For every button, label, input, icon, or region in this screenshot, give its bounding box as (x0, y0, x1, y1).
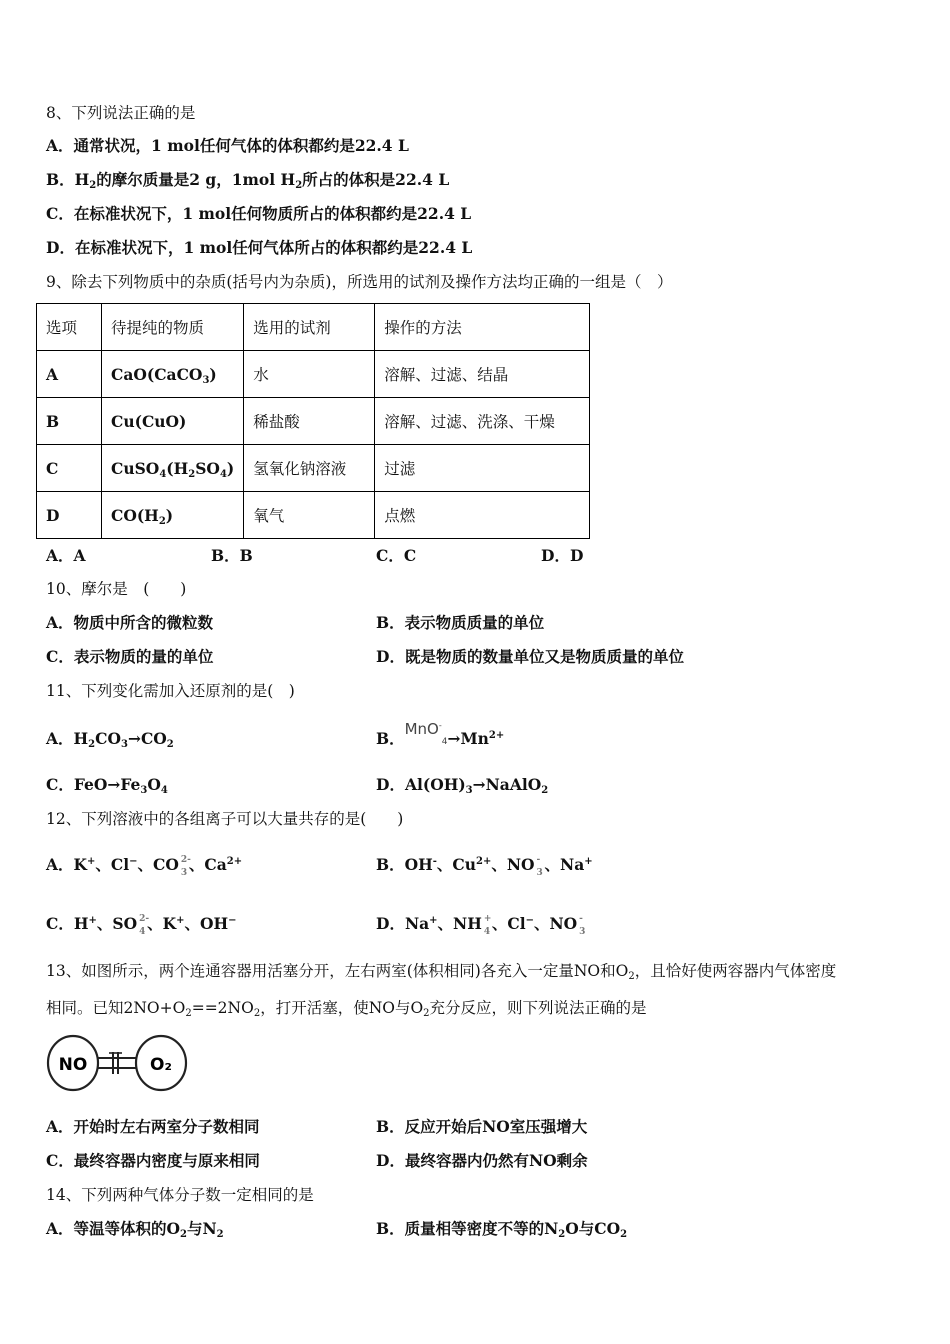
table-cell-option: B (37, 398, 102, 445)
permanganate-formula: MnO-$_4$ (404, 720, 448, 747)
q10-option-d: D．既是物质的数量单位又是物质质量的单位 (376, 647, 684, 666)
q13-option-b: B．反应开始后NO室压强增大 (376, 1117, 588, 1136)
table-row (37, 492, 590, 539)
table-header-cell: 选项 (37, 304, 102, 351)
right-chamber-label: O₂ (150, 1055, 172, 1075)
table-header-cell: 操作的方法 (375, 304, 590, 351)
q8-option-d: D．在标准状况下，1 mol任何气体所占的体积都约是22.4 L (46, 238, 473, 257)
table-cell-method: 溶解、过滤、洗涤、干燥 (375, 398, 590, 445)
q12-option-c: C．H+、SO 2- 4 、K+、OH− (46, 914, 237, 937)
q14-stem: 14、下列两种气体分子数一定相同的是 (46, 1186, 314, 1204)
q11-option-d: D．$Al(OH)_3\to NaAlO_2$ (376, 775, 549, 796)
q8-option-c: C．在标准状况下，1 mol任何物质所占的体积都约是22.4 L (46, 204, 472, 223)
table-cell-method: 点燃 (375, 492, 590, 539)
table-cell-reagent: 氧气 (244, 492, 375, 539)
q9-option-a: A．A (46, 546, 86, 565)
table-cell-reagent: 水 (244, 351, 375, 398)
table-cell-method: 过滤 (375, 445, 590, 492)
charge-stack: 2- 4 (139, 914, 150, 937)
q12-option-d: D．Na+、NH + 4 、Cl−、NO - 3 (376, 914, 586, 937)
left-chamber-label: NO (58, 1055, 88, 1075)
table-cell-option: C (37, 445, 102, 492)
q8-option-b: B．$H_2$的摩尔质量是2 g，1mol $H_2$所占的体积是22.4 L (46, 170, 450, 191)
table-row (37, 351, 590, 398)
table-cell-reagent: 氢氧化钠溶液 (244, 445, 375, 492)
q12-option-a: A．K+、Cl−、CO 2- 3 、$Ca^{2+}$ (46, 855, 243, 878)
q12-stem: 12、下列溶液中的各组离子可以大量共存的是( ) (46, 810, 404, 828)
table-cell-reagent: 稀盐酸 (244, 398, 375, 445)
q9-option-b: B．B (211, 546, 253, 565)
table-header-cell: 选用的试剂 (244, 304, 375, 351)
table-cell-option: D (37, 492, 102, 539)
charge-stack: 2- 3 (180, 855, 191, 878)
q14-option-b: B．质量相等密度不等的$N_2O$与$CO_2$ (376, 1219, 628, 1240)
connected-containers-diagram (46, 1032, 190, 1098)
q13-option-c: C．最终容器内密度与原来相同 (46, 1151, 260, 1170)
q11-option-c: C．$FeO\to Fe_3O_4$ (46, 775, 168, 796)
q9-table (36, 303, 590, 539)
table-header-cell: 待提纯的物质 (102, 304, 244, 351)
table-cell-substance: Cu(CuO) (102, 398, 244, 445)
table-row (37, 445, 590, 492)
q9-stem: 9、除去下列物质中的杂质(括号内为杂质)，所选用的试剂及操作方法均正确的一组是（ ） (46, 273, 673, 291)
q11-stem: 11、下列变化需加入还原剂的是( ) (46, 682, 295, 700)
table-cell-method: 溶解、过滤、结晶 (375, 351, 590, 398)
charge-stack: - 3 (536, 855, 543, 878)
q11-option-b: B．$MnO^-_4\to Mn^{2+}$ (376, 720, 505, 748)
q12-option-b: B．OH-、$Cu^{2+}$、NO - 3 、Na+ (376, 855, 593, 878)
q13-option-a: A．开始时左右两室分子数相同 (46, 1117, 260, 1136)
q9-option-c: C．C (376, 546, 417, 565)
q13-option-d: D．最终容器内仍然有NO剩余 (376, 1151, 588, 1170)
q13-stem-line2: 相同。已知$2NO+O_2==2NO_2$，打开活塞，使NO与$O_2$充分反应，则下列说法正确的是 (46, 999, 647, 1019)
table-cell-substance: CaO(CaCO$_3$) (102, 351, 244, 398)
q10-option-c: C．表示物质的量的单位 (46, 647, 214, 666)
table-row (37, 398, 590, 445)
table-cell-option: A (37, 351, 102, 398)
q10-option-b: B．表示物质质量的单位 (376, 613, 545, 632)
table-cell-substance: $CO(H_2)$ (102, 492, 244, 539)
q13-stem-line1: 13、如图所示，两个连通容器用活塞分开，左右两室(体积相同)各充入一定量NO和$O_2$，且恰好使两容器内气体密度 (46, 962, 837, 982)
q10-option-a: A．物质中所含的微粒数 (46, 613, 214, 632)
charge-stack: - 3 (579, 914, 586, 937)
q10-stem: 10、摩尔是 ( ) (46, 580, 187, 598)
q8-option-a: A．通常状况，1 mol任何气体的体积都约是22.4 L (46, 136, 409, 155)
container-svg (46, 1032, 190, 1094)
q11-option-a: A．$H_2CO_3\to CO_2$ (46, 729, 174, 750)
q8-stem: 8、下列说法正确的是 (46, 104, 196, 122)
q9-option-d: D．D (541, 546, 584, 565)
table-cell-substance: $CuSO_4(H_2SO_4)$ (102, 445, 244, 492)
table-header-row (37, 304, 590, 351)
charge-stack: + 4 (483, 914, 492, 937)
q14-option-a: A．等温等体积的$O_2$与$N_2$ (46, 1219, 224, 1240)
